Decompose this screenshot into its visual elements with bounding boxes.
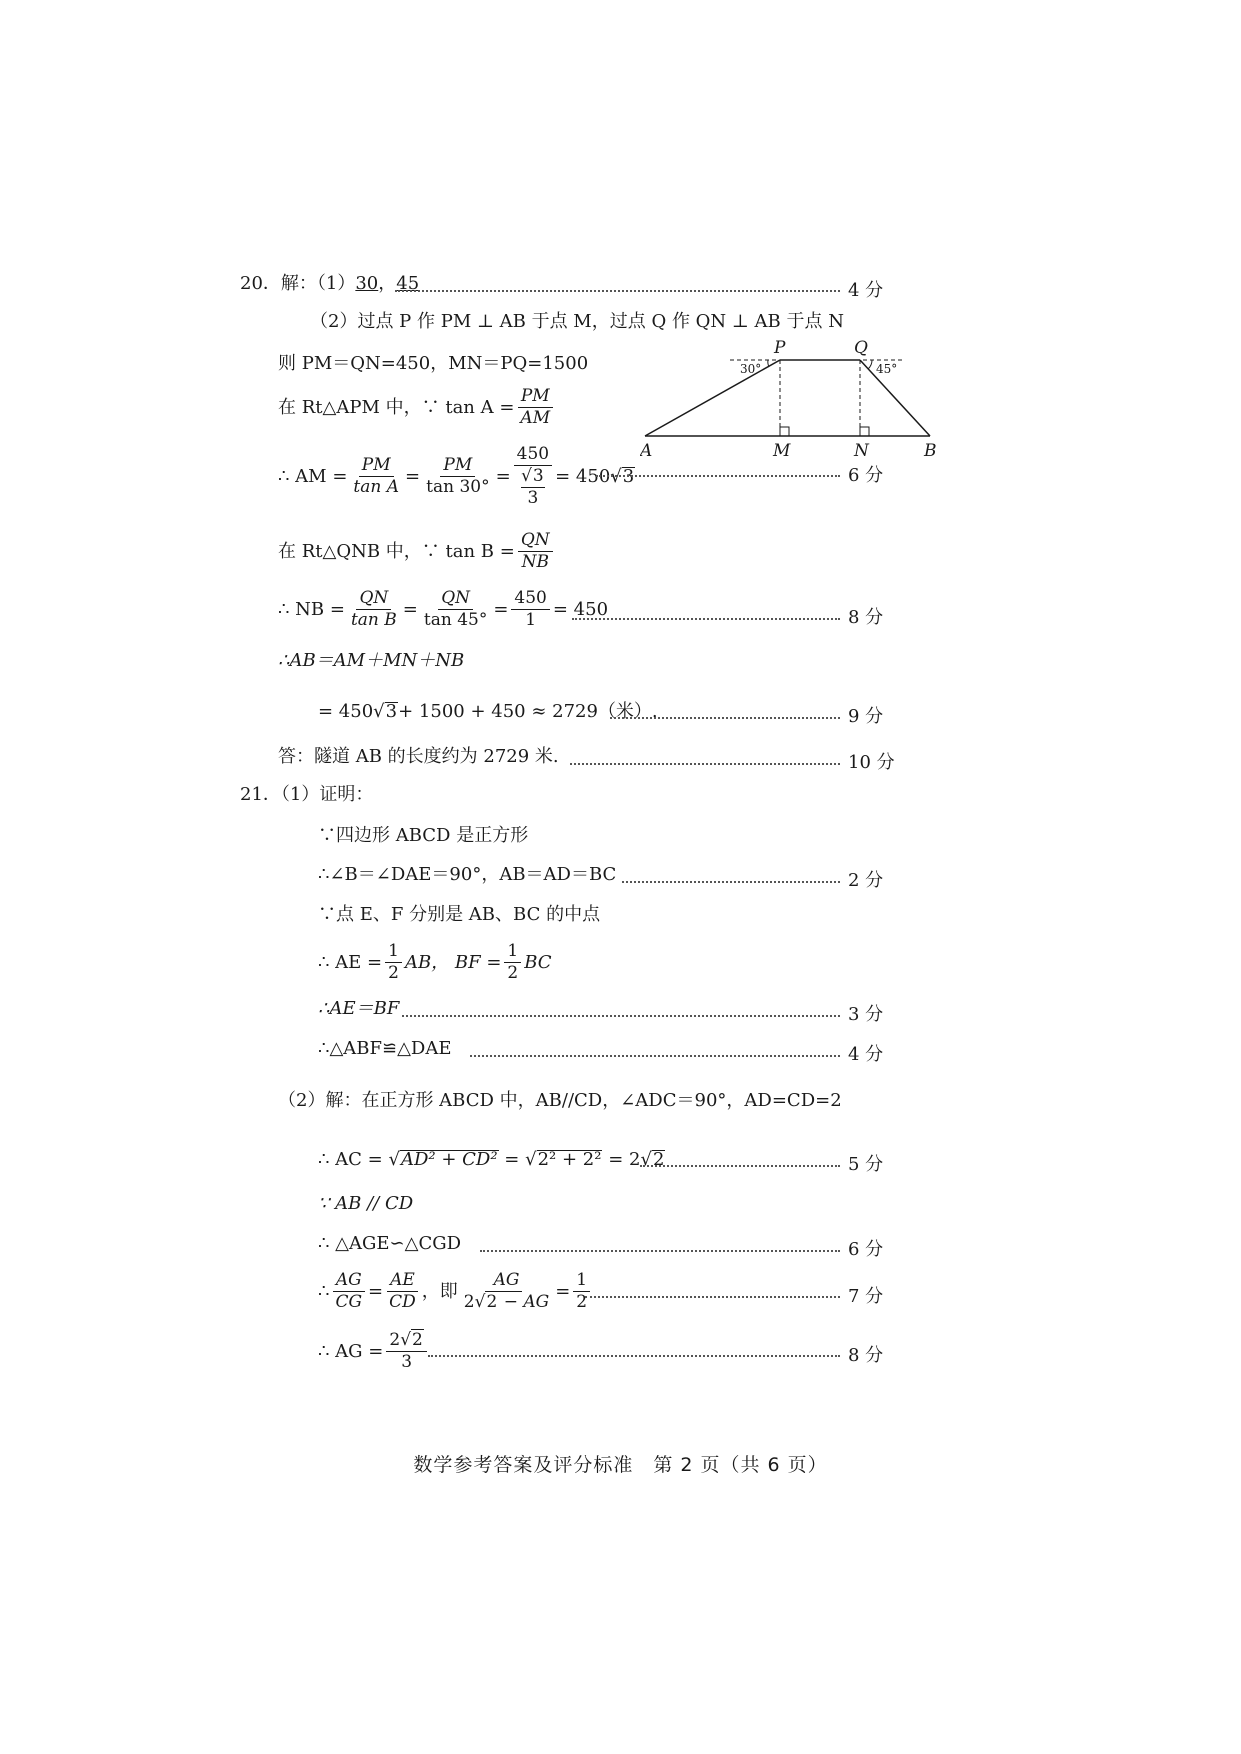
- frac-1-2: $\frac{1}{2}$: [573, 1272, 590, 1311]
- q20-ab-calc-rest: + 1500 + 450 ≈ 2729（米）.: [398, 700, 658, 722]
- leader-dots: [622, 881, 840, 883]
- label-m: M: [773, 441, 791, 461]
- q21-line-6: ∴△ABF≌△DAE: [318, 1038, 452, 1059]
- frac-ae-cd: $\frac{AE}{CD}$: [386, 1272, 419, 1311]
- frac-1-2: $\frac{1}{2}$: [504, 943, 521, 982]
- q21-parallel: ∵ AB // CD: [318, 1193, 414, 1214]
- label-a: A: [640, 441, 653, 461]
- q20-answer-2: 45: [396, 273, 420, 294]
- q20-sep: ，: [378, 273, 397, 294]
- label-p: P: [774, 338, 786, 358]
- leader-dots: [640, 1165, 840, 1167]
- score-9: 9 分: [848, 706, 884, 727]
- frac-ag-cg: $\frac{AG}{CG}$: [332, 1272, 365, 1311]
- score-6b: 6 分: [848, 1239, 884, 1260]
- q21-line-3: ∵点 E、F 分别是 AB、BC 的中点: [318, 904, 601, 925]
- q21-line-5: ∴AE＝BF: [318, 998, 400, 1019]
- q21-ratio-line: ∴ $\frac{AG}{CG}$ = $\frac{AE}{CD}$ ，即 $\frac{AG}{2√2 - AG}$ = $\frac{1}{2}$: [318, 1272, 593, 1311]
- q21-ag-line: ∴ AG = $\frac{2√2}{3}$: [318, 1332, 430, 1371]
- frac-pm-tan30: $\frac{PM}{\tan 30^\circ}$: [426, 455, 490, 497]
- q21-similar: ∴ △AGE∽△CGD: [318, 1233, 462, 1254]
- q20-ab-calc: = 450 √ 3 + 1500 + 450 ≈ 2729（米）.: [318, 700, 658, 722]
- score-8: 8 分: [848, 607, 884, 628]
- score-10: 10 分: [848, 752, 895, 773]
- q20-am-result: = 450: [555, 465, 611, 487]
- q20-am-line: ∴ AM = $\frac{PM}{\text{tan A}}$ = $\frac{PM}{\tan 30^\circ}$ = 450 √3 3 = 450 √ 3: [278, 444, 635, 508]
- frac-450-root3-over-3: 450 √3 3: [514, 446, 552, 507]
- score-8b: 8 分: [848, 1345, 884, 1366]
- angle-label-30: 30°: [740, 362, 762, 376]
- right-angle-n: [860, 427, 869, 436]
- label-b: B: [924, 441, 937, 461]
- q20-equal-line: 则 PM＝QN=450，MN＝PQ=1500: [278, 353, 589, 374]
- frac-450-1: $\frac{450}{1}$: [511, 590, 549, 629]
- frac-pm-tana: $\frac{PM}{\text{tan A}}$: [353, 455, 400, 497]
- leader-dots: [428, 1355, 840, 1357]
- leader-dots: [570, 763, 840, 765]
- frac-ag-over-expr: $\frac{AG}{2√2 - AG}$: [463, 1270, 550, 1312]
- q21-line-2: ∴∠B＝∠DAE＝90°，AB＝AD＝BC: [318, 864, 617, 885]
- frac-qn-tanb: $\frac{QN}{\text{tan B}}$: [350, 588, 397, 630]
- q20-nb-line: ∴ NB = $\frac{QN}{\text{tan B}}$ = $\frac{QN}{\tan 45^\circ}$ = $\frac{450}{1}$ = 450: [278, 588, 609, 630]
- q20-part2: （2）过点 P 作 PM ⊥ AB 于点 M，过点 Q 作 QN ⊥ AB 于点 N: [310, 311, 844, 332]
- q21-ac-line: ∴ AC = √ AD² + CD² = √ 2² + 2² = 2 √ 2: [318, 1148, 665, 1170]
- leader-dots: [470, 1055, 840, 1057]
- q20-rt-qnb-text: 在 Rt△QNB 中，∵ tan B =: [278, 540, 515, 562]
- q20-rt-apm-text: 在 Rt△APM 中，∵ tan A =: [278, 396, 515, 418]
- leader-dots: [585, 1296, 840, 1298]
- score-4b: 4 分: [848, 1044, 884, 1065]
- tunnel-diagram: [640, 336, 940, 464]
- page-footer: 数学参考答案及评分标准 第 2 页（共 6 页）: [413, 1454, 828, 1476]
- q21-part2: （2）解：在正方形 ABCD 中，AB//CD，∠ADC＝90°，AD=CD=2: [278, 1090, 842, 1111]
- q20-nb-result: = 450: [552, 598, 609, 620]
- leader-dots: [395, 290, 840, 292]
- score-5: 5 分: [848, 1154, 884, 1175]
- frac-1-2: $\frac{1}{2}$: [385, 943, 402, 982]
- q20-rt-qnb: [278, 532, 556, 571]
- score-3: 3 分: [848, 1004, 884, 1025]
- q20-answer: 答：隧道 AB 的长度约为 2729 米.: [278, 746, 559, 767]
- angle-arc-45: [868, 360, 872, 369]
- leader-dots: [610, 717, 840, 719]
- leader-dots: [402, 1015, 840, 1017]
- right-angle-m: [780, 427, 789, 436]
- q20-header: 20．解：（1）: [240, 273, 356, 294]
- q21-header: 21．（1）证明：: [240, 784, 374, 805]
- q20-header-line: [240, 275, 419, 293]
- score-2: 2 分: [848, 870, 884, 891]
- q20-nb-lhs: ∴ NB =: [278, 598, 345, 620]
- frac-2root2-over-3: $\frac{2√2}{3}$: [386, 1332, 427, 1371]
- frac-qn-tan45: $\frac{QN}{\tan 45^\circ}$: [423, 588, 488, 630]
- score-7: 7 分: [848, 1286, 884, 1307]
- angle-label-45: 45°: [876, 362, 898, 376]
- q21-line-1: ∵四边形 ABCD 是正方形: [318, 825, 529, 846]
- leader-dots: [596, 475, 840, 477]
- q20-ab-line: ∴AB＝AM＋MN＋NB: [278, 650, 465, 671]
- label-q: Q: [854, 338, 868, 358]
- q20-am-lhs: ∴ AM =: [278, 465, 348, 487]
- label-n: N: [854, 441, 869, 461]
- leader-dots: [480, 1250, 840, 1252]
- q20-answer-1: 30: [355, 273, 379, 294]
- frac-pm-am: $\frac{PM}{AM}$: [517, 388, 553, 427]
- score-6: 6 分: [848, 465, 884, 486]
- leader-dots: [572, 618, 840, 620]
- score-4: 4 分: [848, 280, 884, 301]
- q20-rt-apm: [278, 388, 556, 427]
- q21-line-4: ∴ AE = $\frac{1}{2}$ AB， BF = $\frac{1}{2}$ BC: [318, 941, 552, 983]
- frac-qn-nb: $\frac{QN}{NB}$: [518, 532, 553, 571]
